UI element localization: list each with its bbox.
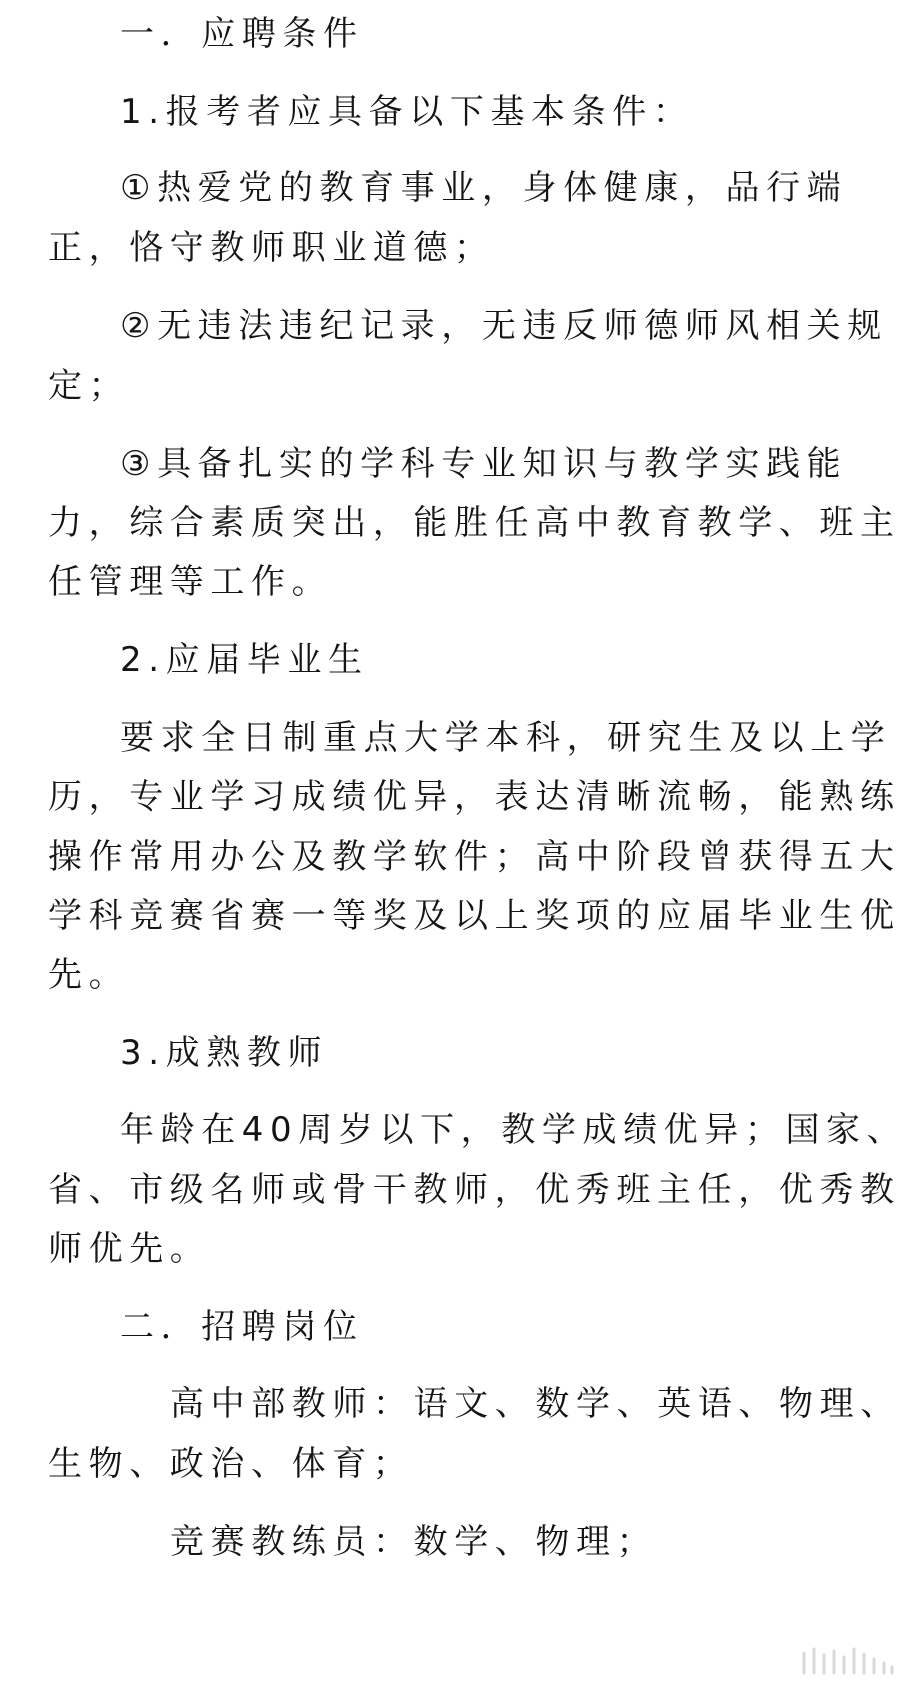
paragraph-line: 学科竞赛省赛一等奖及以上奖项的应届毕业生优 (48, 896, 901, 936)
paragraph-line: 先。 (48, 955, 130, 995)
subheading-graduates: 2.应届毕业生 (120, 640, 369, 680)
paragraph-line: ②无违法违纪记录，无违反师德师风相关规 (120, 306, 888, 346)
paragraph-line: 年龄在40周岁以下，教学成绩优异；国家、 (120, 1110, 908, 1150)
paragraph-line: 师优先。 (48, 1229, 211, 1269)
section-heading-1: 一．应聘条件 (120, 14, 364, 54)
paragraph-line: 任管理等工作。 (48, 562, 333, 602)
paragraph-line: 高中部教师：语文、数学、英语、物理、 (170, 1384, 901, 1424)
paragraph-line: 操作常用办公及教学软件；高中阶段曾获得五大 (48, 837, 901, 877)
paragraph-line: 要求全日制重点大学本科，研究生及以上学 (120, 718, 892, 758)
paragraph-line: 竞赛教练员：数学、物理； (170, 1522, 658, 1562)
paragraph-line: 定； (48, 366, 130, 406)
paragraph-line: 正，恪守教师职业道德； (48, 228, 495, 268)
paragraph-line: 历，专业学习成绩优异，表达清晰流畅，能熟练 (48, 777, 901, 817)
section-heading-2: 二．招聘岗位 (120, 1307, 364, 1347)
paragraph-line: 省、市级名师或骨干教师，优秀班主任，优秀教 (48, 1170, 901, 1210)
paragraph-line: ③具备扎实的学科专业知识与教学实践能 (120, 444, 848, 484)
subheading-basic-conditions: 1.报考者应具备以下基本条件： (120, 92, 694, 132)
paragraph-line: ①热爱党的教育事业，身体健康，品行端 (120, 168, 848, 208)
subheading-experienced-teachers: 3.成熟教师 (120, 1033, 329, 1073)
paragraph-line: 生物、政治、体育； (48, 1444, 414, 1484)
paragraph-line: 力，综合素质突出，能胜任高中教育教学、班主 (48, 503, 901, 543)
bar-chart-logo-icon (796, 1645, 900, 1679)
